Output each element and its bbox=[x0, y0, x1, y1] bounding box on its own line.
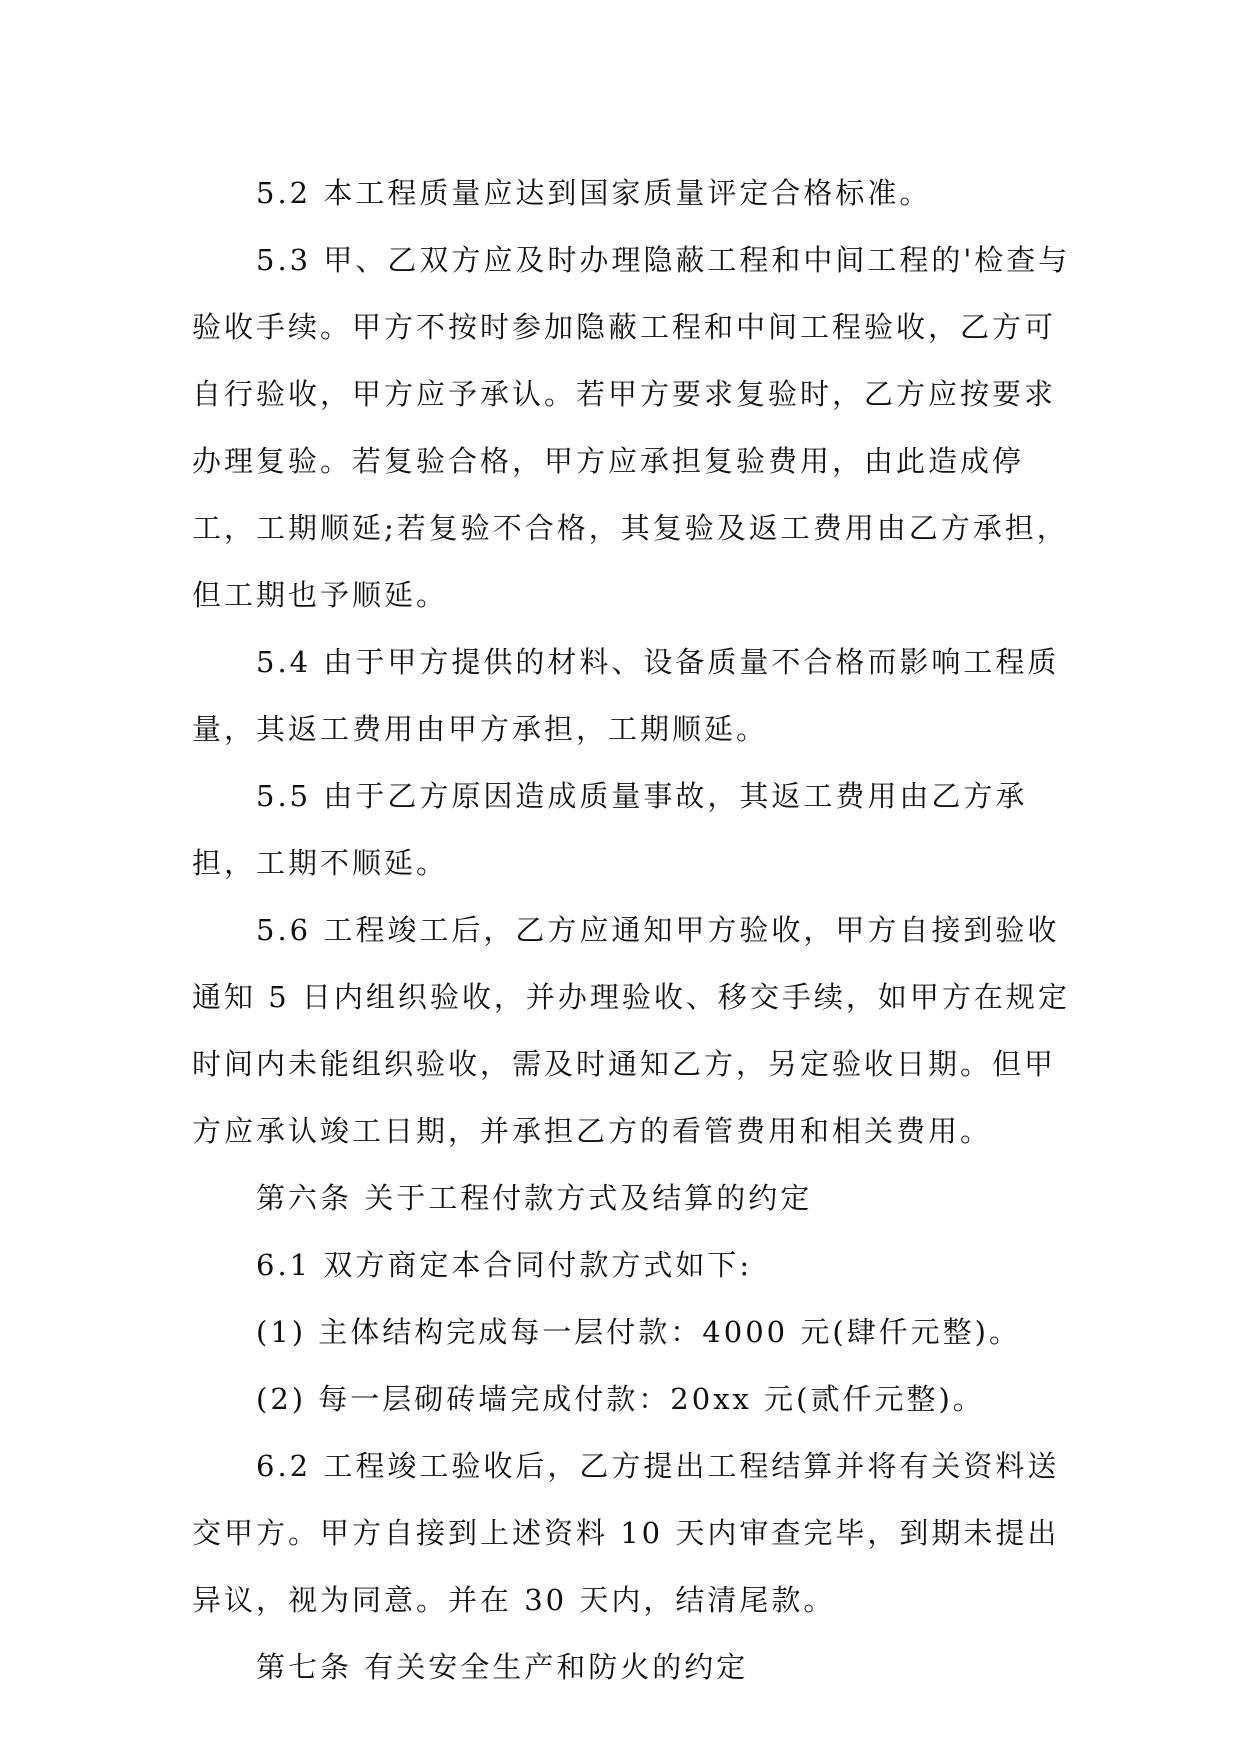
document-body bbox=[192, 160, 1072, 1701]
clause-6-1: 6.1 双方商定本合同付款方式如下: bbox=[256, 1248, 753, 1282]
clause-5-2: 5.2 本工程质量应达到国家质量评定合格标准。 bbox=[256, 176, 932, 210]
clause-5-6: 5.6 工程竣工后，乙方应通知甲方验收，甲方自接到验收通知 5 日内组织验收，并办理验收、移交手续，如甲方在规定时间内未能组织验收，需及时通知乙方，另定验收日期。但甲方应承认竣工日期，并承担乙方的看管费用和相关费用。 bbox=[192, 913, 1070, 1148]
clause-5-4: 5.4 由于甲方提供的材料、设备质量不合格而影响工程质量，其返工费用由甲方承担，工期顺延。 bbox=[192, 645, 1060, 746]
payment-item-2: (2) 每一层砌砖墙完成付款：20xx 元(贰仟元整)。 bbox=[256, 1382, 985, 1416]
clause-5-3: 5.3 甲、乙双方应及时办理隐蔽工程和中间工程的'检查与验收手续。甲方不按时参加隐蔽工程和中间工程验收，乙方可自行验收，甲方应予承认。若甲方要求复验时，乙方应按要求办理复验。若复验合格，甲方应承担复验费用，由此造成停工，工期顺延;若复验不合格，其复验及返工费用由乙方承担，但工期也予顺延。 bbox=[192, 243, 1071, 612]
payment-item-1: (1) 主体结构完成每一层付款：4000 元(肆仟元整)。 bbox=[256, 1315, 1021, 1349]
article-6-heading: 第六条 关于工程付款方式及结算的约定 bbox=[256, 1181, 813, 1215]
clause-5-5: 5.5 由于乙方原因造成质量事故，其返工费用由乙方承担，工期不顺延。 bbox=[192, 779, 1028, 880]
clause-6-2: 6.2 工程竣工验收后，乙方提出工程结算并将有关资料送交甲方。甲方自接到上述资料 10 天内审查完毕，到期未提出异议，视为同意。并在 30 天内，结清尾款。 bbox=[192, 1449, 1060, 1617]
article-7-heading: 第七条 有关安全生产和防火的约定 bbox=[256, 1650, 749, 1684]
